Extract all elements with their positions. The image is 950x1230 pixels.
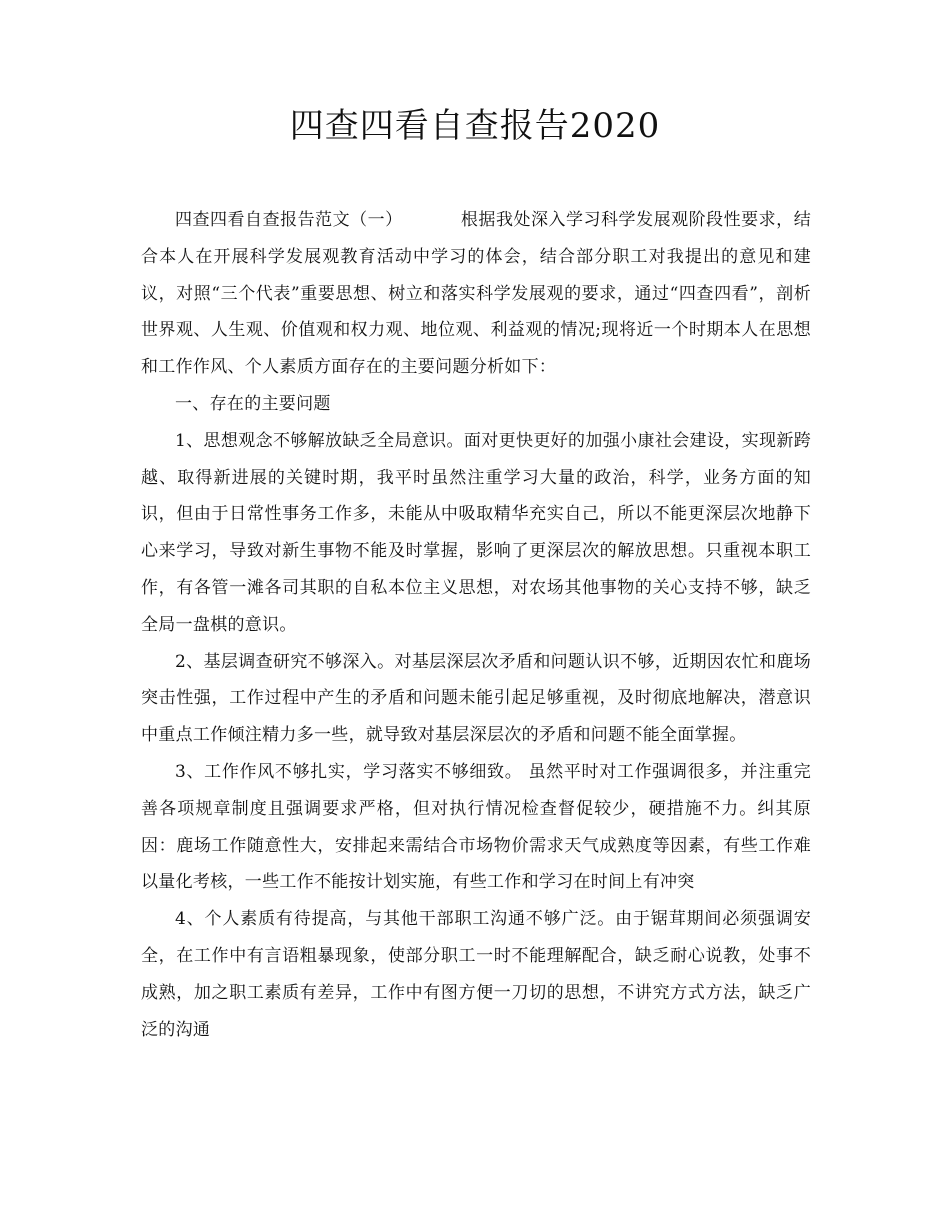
paragraph-3: 3、工作作风不够扎实，学习落实不够细致。 虽然平时对工作强调很多，并注重完善各项规章制度且强调要求严格，但对执行情况检查督促较少，硬措施不力。纠其原因：鹿场工作随意性大，安排起来需结合市场物价需求天气成熟度等因素，有些工作难以量化考核，一些工作不能按计划实施，有些工作和学习在时间上有冲突 (141, 761, 811, 893)
intro-label: 四查四看自查报告范文（一） (175, 210, 403, 230)
paragraph-1: 1、思想观念不够解放缺乏全局意识。面对更快更好的加强小康社会建设，实现新跨越、取得新进展的关键时期，我平时虽然注重学习大量的政治，科学，业务方面的知识，但由于日常性事务工作多，未能从中吸取精华充实自己，所以不能更深层次地静下心来学习，导致对新生事物不能及时掌握，影响了更深层次的解放思想。只重视本职工作，有各管一滩各司其职的自私本位主义思想，对农场其他事物的关心支持不够，缺乏全局一盘棋的意识。 (141, 430, 811, 635)
document-body (141, 202, 811, 1048)
page-title: 四查四看自查报告2020 (289, 106, 661, 146)
intro-paragraph (141, 202, 811, 386)
section-heading: 一、存在的主要问题 (175, 393, 331, 414)
paragraph-2: 2、基层调查研究不够深入。对基层深层次矛盾和问题认识不够，近期因农忙和鹿场突击性强，工作过程中产生的矛盾和问题未能引起足够重视，及时彻底地解决，潜意识中重点工作倾注精力多一些，就导致对基层深层次的矛盾和问题不能全面掌握。 (141, 651, 811, 746)
intro-text: 根据我处深入学习科学发展观阶段性要求，结合本人在开展科学发展观教育活动中学习的体会，结合部分职工对我提出的意见和建议，对照“三个代表”重要思想、树立和落实科学发展观的要求，通过“四查四看”，剖析世界观、人生观、价值观和权力观、地位观、利益观的情况;现将近一个时期本人在思想和工作作风、个人素质方面存在的主要问题分析如下： (141, 210, 812, 378)
paragraph-4: 4、个人素质有待提高，与其他干部职工沟通不够广泛。由于锯茸期间必须强调安全，在工作中有言语粗暴现象，使部分职工一时不能理解配合，缺乏耐心说教，处事不成熟，加之职工素质有差异，工作中有图方便一刀切的思想，不讲究方式方法，缺乏广泛的沟通 (141, 909, 811, 1040)
